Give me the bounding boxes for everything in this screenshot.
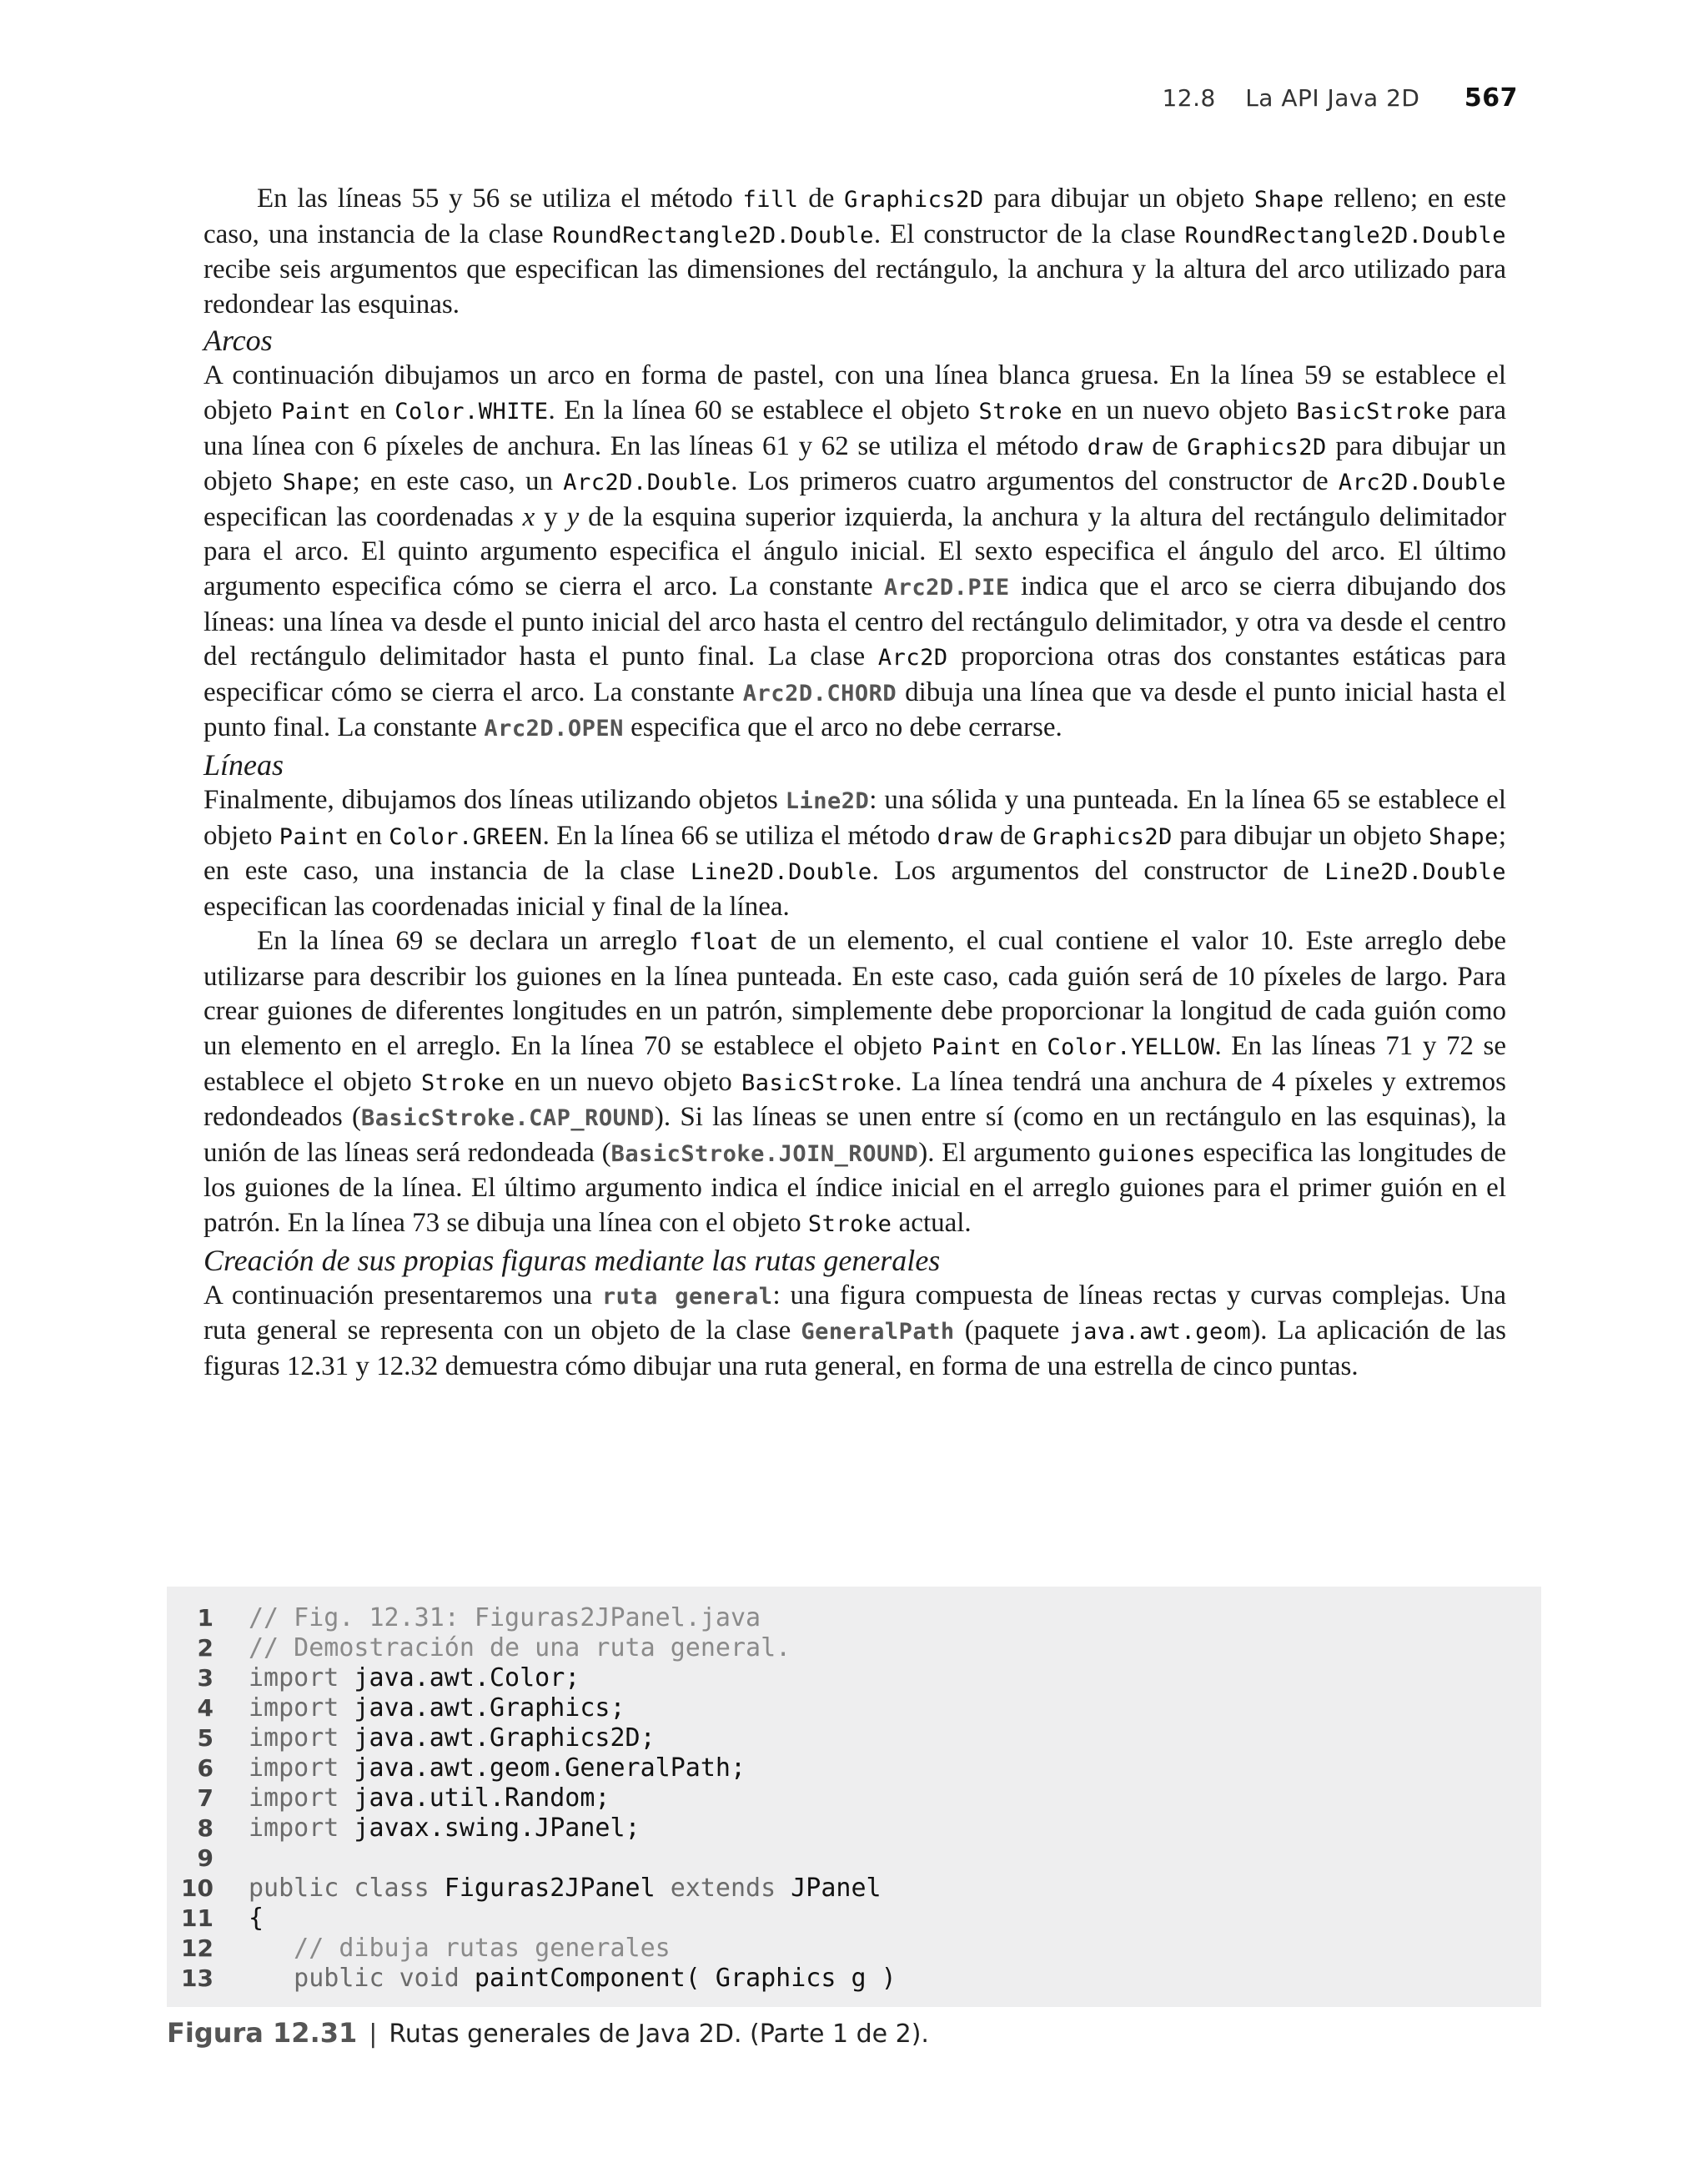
code-line (167, 1874, 897, 1904)
code-line (167, 1813, 897, 1844)
code-text (249, 1904, 264, 1934)
code-line (167, 1783, 897, 1813)
heading-rutas: Creación de sus propias figuras mediante las rutas generales (203, 1243, 941, 1277)
code-text (249, 1603, 761, 1633)
line-number: 5 (197, 1724, 214, 1752)
code-line (167, 1603, 897, 1633)
code-line (167, 1633, 897, 1663)
code-text-segment: { (249, 1904, 264, 1933)
code-identifier: Figuras2JPanel (429, 1874, 671, 1903)
line-number: 6 (197, 1754, 214, 1782)
section-number: 12.8 (1162, 84, 1216, 112)
code-text (249, 1783, 610, 1813)
code-line (167, 1934, 897, 1964)
code-keyword: import (249, 1813, 339, 1843)
code-text-segment: javax.swing.JPanel; (339, 1813, 640, 1843)
code-line (167, 1663, 897, 1693)
code-text-segment: java.awt.Color; (339, 1663, 580, 1693)
paragraph-arcos: A continuación dibujamos un arco en forma de pastel, con una línea blanca gruesa. En la línea 59 se establece el objeto Paint en Color.WHITE. En la línea 60 se establece el objeto Stroke en un nuevo objeto BasicStroke para una línea con 6 píxeles de anchura. En las líneas 61 y 62 se utiliza el método draw de Graphics2D para dibujar un objeto Shape; en este caso, un Arc2D.Double. Los primeros cuatro argumentos del constructor de Arc2D.Double especifican las coordenadas x y y de la esquina superior izquierda, la anchura y la altura del rectángulo delimitador para el arco. El quinto argumento especifica el ángulo inicial. El sexto especifica el ángulo del arco. El último argumento especifica cómo se cierra el arco. La constante Arc2D.PIE indica que el arco se cierra dibujando dos líneas: una línea va desde el punto inicial del arco hasta el centro del rectángulo delimitador, y otra va desde el centro del rectángulo delimitador hasta el punto final. La clase Arc2D proporciona otras dos constantes estáticas para especificar cómo se cierra el arco. La constante Arc2D.CHORD dibuja una línea que va desde el punto inicial hasta el punto final. La constante Arc2D.OPEN especifica que el arco no debe cerrarse. (203, 360, 1507, 743)
code-text (249, 1663, 580, 1693)
line-number: 2 (197, 1634, 214, 1662)
code-line (167, 1693, 897, 1723)
page-number: 567 (1464, 83, 1518, 113)
code-line (167, 1904, 897, 1934)
code-line (167, 1723, 897, 1753)
code-lines (167, 1603, 897, 1994)
heading-lineas: Líneas (203, 747, 284, 782)
code-text-segment: java.awt.Graphics2D; (339, 1723, 656, 1753)
paragraph-rutas: A continuación presentaremos una ruta general: una figura compuesta de líneas rectas y curvas complejas. Una ruta general se representa con un objeto de la clase GeneralPath (paquete java.awt.geom). La aplicación de las figuras 12.31 y 12.32 demuestra cómo dibujar una ruta general, en forma de una estrella de cinco puntas. (203, 1280, 1506, 1381)
code-text-segment: java.awt.geom.GeneralPath; (339, 1753, 746, 1783)
code-identifier: JPanel (776, 1874, 882, 1903)
figure-label: Figura 12.31 (167, 2017, 358, 2049)
code-keyword: public class (249, 1874, 430, 1903)
code-keyword: import (249, 1663, 339, 1693)
caption-text: Rutas generales de Java 2D. (Parte 1 de 2). (389, 2020, 929, 2049)
paragraph-dashes: En la línea 69 se declara un arreglo float de un elemento, el cual contiene el valor 10. Este arreglo debe utilizarse para describir los guiones en la línea punteada. En este caso, cada guión será de 10 píxeles de largo. Para crear guiones de diferentes longitudes en un patrón, simplemente debe proporcionar la longitud de cada guión como un elemento en el arreglo. En la línea 70 se establece el objeto Paint en Color.YELLOW. En las líneas 71 y 72 se establece el objeto Stroke en un nuevo objeto BasicStroke. La línea tendrá una anchura de 4 píxeles y extremos redondeados (BasicStroke.CAP_ROUND). Si las líneas se unen entre sí (como en un rectángulo en las esquinas), la unión de las líneas será redondeada (BasicStroke.JOIN_ROUND). El argumento guiones especifica las longitudes de los guiones de la línea. El último argumento indica el índice inicial en el arreglo guiones para el primer guión en el patrón. En la línea 73 se dibuja una línea con el objeto Stroke actual. (203, 926, 1507, 1239)
paragraph-fill: En las líneas 55 y 56 se utiliza el método fill de Graphics2D para dibujar un objeto Shape relleno; en este caso, una instancia de la clase RoundRectangle2D.Double. El constructor de la clase RoundRectangle2D.Double recibe seis argumentos que especifican las dimensiones del rectángulo, la anchura y la altura del arco utilizado para redondear las esquinas. (203, 184, 1507, 319)
paragraph-lineas: Finalmente, dibujamos dos líneas utilizando objetos Line2D: una sólida y una punteada. En la línea 65 se establece el objeto Paint en Color.GREEN. En la línea 66 se utiliza el método draw de Graphics2D para dibujar un objeto Shape; en este caso, una instancia de la clase Line2D.Double. Los argumentos del constructor de Line2D.Double especifican las coordenadas inicial y final de la línea. (203, 784, 1507, 922)
body-text (203, 182, 1506, 1384)
code-listing (167, 1587, 1541, 2007)
code-line (167, 1964, 897, 1994)
code-comment: // Fig. 12.31: Figuras2JPanel.java (249, 1603, 761, 1632)
code-keyword: import (249, 1783, 339, 1813)
code-keyword: public void (249, 1964, 460, 1993)
code-text (249, 1723, 656, 1753)
code-text (249, 1693, 625, 1723)
code-keyword: import (249, 1693, 339, 1723)
line-number: 4 (197, 1694, 214, 1722)
caption-separator: | (369, 2020, 378, 2049)
code-line (167, 1844, 897, 1874)
code-comment: // Demostración de una ruta general. (249, 1633, 791, 1662)
code-text (249, 1813, 640, 1844)
section-title: La API Java 2D (1245, 84, 1420, 112)
line-number: 1 (197, 1604, 214, 1632)
code-text (249, 1964, 897, 1994)
code-text (249, 1874, 882, 1904)
code-keyword: import (249, 1753, 339, 1783)
code-text-segment: paintComponent( Graphics g ) (459, 1964, 897, 1993)
code-comment: // dibuja rutas generales (249, 1934, 671, 1963)
code-text-segment: java.util.Random; (339, 1783, 610, 1813)
line-number: 8 (197, 1814, 214, 1842)
line-number: 3 (197, 1664, 214, 1692)
code-keyword: extends (670, 1874, 776, 1903)
code-text (249, 1934, 671, 1964)
line-number: 11 (181, 1904, 214, 1932)
running-head (1162, 83, 1518, 113)
code-text-segment: java.awt.Graphics; (339, 1693, 625, 1723)
line-number: 12 (181, 1934, 214, 1962)
line-number: 9 (197, 1844, 214, 1872)
code-keyword: import (249, 1723, 339, 1753)
figure-caption (167, 2017, 929, 2049)
code-text (249, 1633, 791, 1663)
line-number: 7 (197, 1784, 214, 1812)
code-text (249, 1753, 746, 1783)
heading-arcos: Arcos (203, 324, 273, 358)
line-number: 10 (181, 1874, 214, 1902)
code-line (167, 1753, 897, 1783)
line-number: 13 (181, 1964, 214, 1992)
